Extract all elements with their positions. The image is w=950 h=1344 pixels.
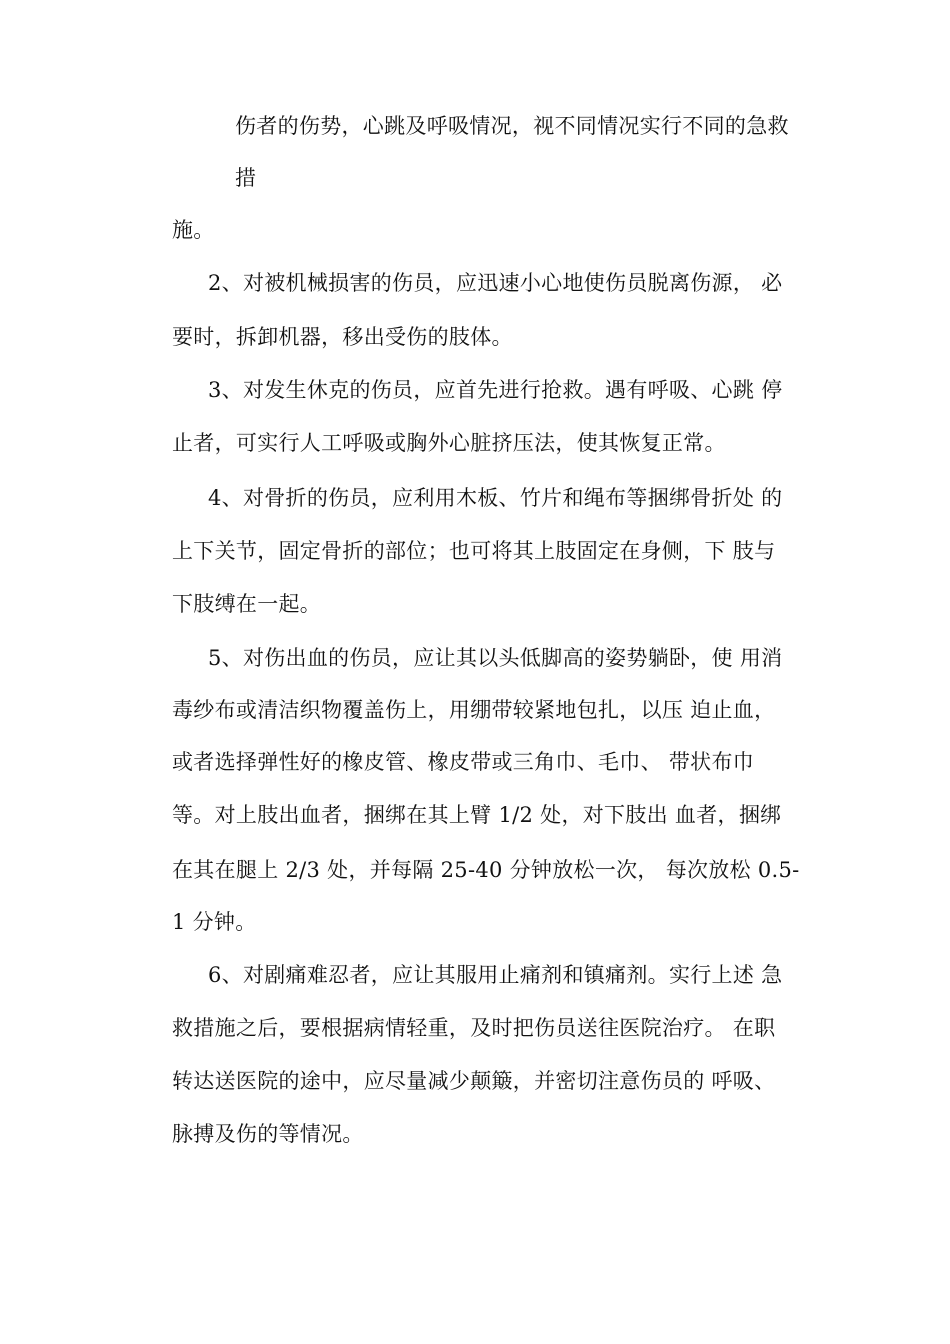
- text-line: 3、对发生休克的伤员，应首先进行抢救。遇有呼吸、心跳 停: [208, 378, 783, 402]
- text-line: 下肢缚在一起。: [172, 592, 322, 616]
- text-line: 措: [235, 166, 257, 190]
- text-line: 5、对伤出血的伤员，应让其以头低脚高的姿势躺卧，使 用消: [208, 646, 783, 670]
- text-line: 止者，可实行人工呼吸或胸外心脏挤压法，使其恢复正常。: [172, 431, 726, 455]
- text-line: 在其在腿上 2/3 处，并每隔 25-40 分钟放松一次， 每次放松 0.5-: [172, 858, 800, 882]
- text-line: 要时，拆卸机器，移出受伤的肢体。: [172, 325, 513, 349]
- text-line: 毒纱布或清洁织物覆盖伤上，用绷带较紧地包扎，以压 迫止血，: [172, 698, 776, 722]
- text-line: 伤者的伤势，心跳及呼吸情况，视不同情况实行不同的急救: [235, 114, 789, 138]
- text-line: 2、对被机械损害的伤员，应迅速小心地使伤员脱离伤源， 必: [208, 271, 783, 295]
- text-line: 6、对剧痛难忍者，应让其服用止痛剂和镇痛剂。实行上述 急: [208, 963, 783, 987]
- text-line: 上下关节，固定骨折的部位；也可将其上肢固定在身侧，下 肢与: [172, 539, 776, 563]
- text-line: 或者选择弹性好的橡皮管、橡皮带或三角巾、毛巾、 带状布巾: [172, 750, 755, 774]
- text-line: 施。: [172, 218, 215, 242]
- text-line: 救措施之后，要根据病情轻重，及时把伤员送往医院治疗。 在职: [172, 1016, 776, 1040]
- text-line: 转达送医院的途中，应尽量减少颠簸，并密切注意伤员的 呼吸、: [172, 1069, 776, 1093]
- text-line: 1 分钟。: [172, 910, 257, 934]
- text-line: 4、对骨折的伤员，应利用木板、竹片和绳布等捆绑骨折处 的: [208, 486, 783, 510]
- text-line: 脉搏及伤的等情况。: [172, 1122, 364, 1146]
- text-line: 等。对上肢出血者，捆绑在其上臂 1/2 处，对下肢出 血者，捆绑: [172, 803, 782, 827]
